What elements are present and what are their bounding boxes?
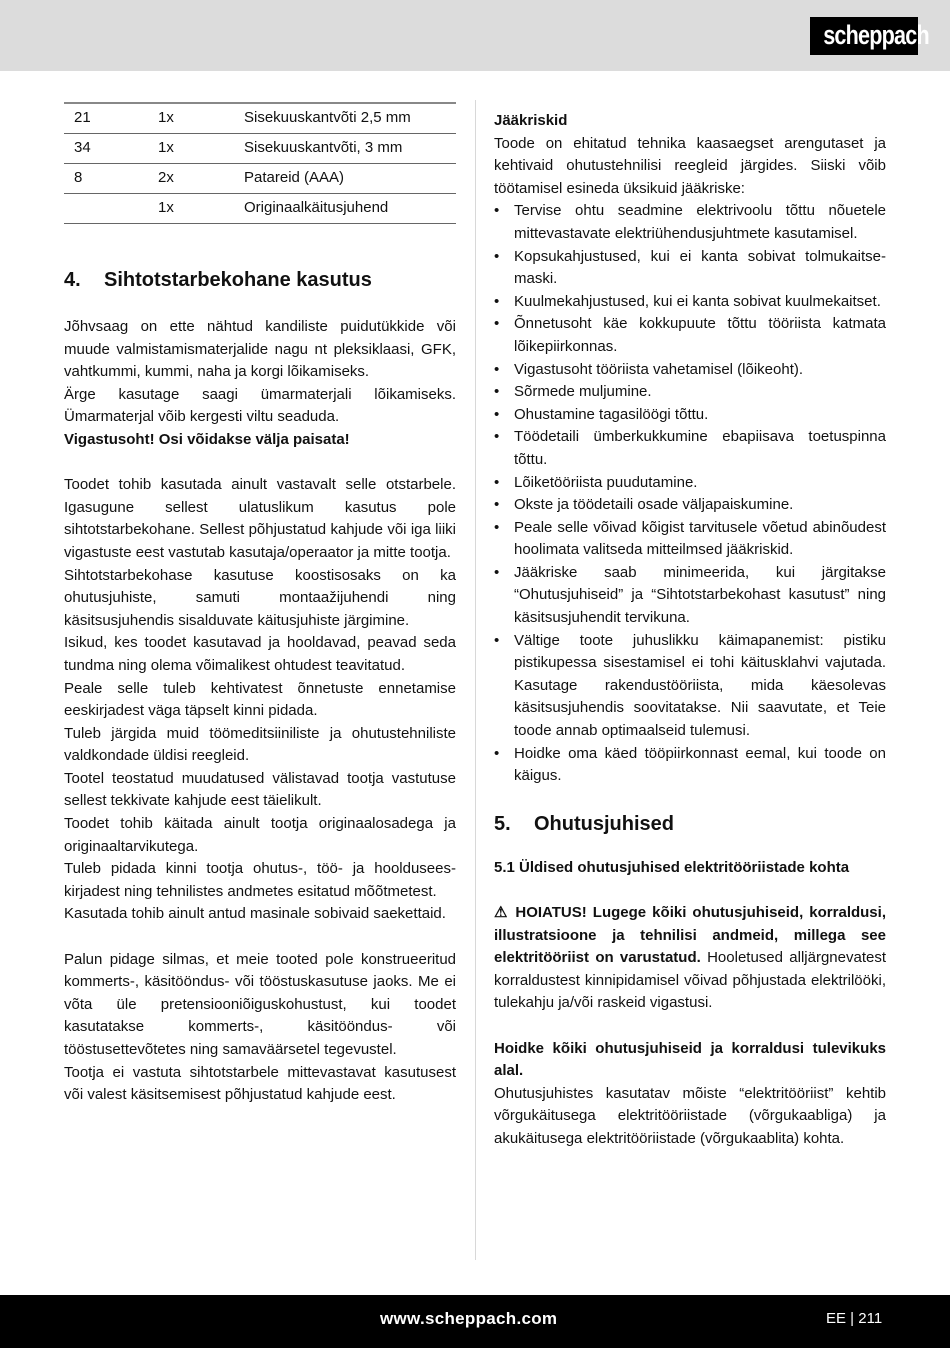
right-column <box>494 110 886 1151</box>
warning-paragraph: ⚠ HOIATUS! Lugege kõiki ohutusjuhiseid, korraldusi, illustratsioone ja tehnilisi andmeid, millega see elektritööriist on varustatud. Hooletused alljärgnevatest korraldustest kinnipidamisel võivad põhjustada elektrilööki, tulekahju ja/või raskeid vigastusi. <box>494 904 886 1012</box>
paragraph: Peale selle tuleb kehtivatest õnnetuste ennetamise eeskirjadest väga täpselt kinni pidada. <box>64 679 456 720</box>
table-cell-qty: 1x <box>148 103 234 134</box>
page-footer <box>0 1295 950 1348</box>
section-4-heading: 4. Sihtotstarbekohane kasutus <box>64 269 372 291</box>
paragraph: Tootel teostatud muudatused välistavad tootja vastutuse sellest tekkivate kahjude eest täielikult. <box>64 769 456 810</box>
table-cell-item: Originaalkäitusjuhend <box>234 194 456 224</box>
list-item: • Kopsukahjustused, kui ei kanta sobivat tolmukaitsemaski. <box>494 246 886 291</box>
paragraph: Sihtotstarbekohase kasutuse koostisosaks on ka ohutusjuhiste, samuti montaažijuhendi ning käsitsusjuhendis sisalduvate käitusjuhiste järgimine. <box>64 566 456 629</box>
table-cell-item: Sisekuuskantvõti 2,5 mm <box>234 103 456 134</box>
table-cell-item: Patareid (AAA) <box>234 164 456 194</box>
injury-warning: Vigastusoht! Osi võidakse välja paisata! <box>64 430 350 448</box>
paragraph: Palun pidage silmas, et meie tooted pole konstrueeritud kommerts-, käsitööndus- või tööstuskasutuse jaoks. Me ei võta üle pretensiooniõiguskohustust, kui toodet kasutatakse kommerts-, käsitööndus- või tööstusettevõtetes ning samaväärsetel tegevustel. <box>64 950 456 1058</box>
usage-paragraphs <box>64 474 456 926</box>
list-item: • Peale selle võivad kõigist tarvitusele võetud abinõudest hoolimata valitseda mitteilmsed jääkriskid. <box>494 517 886 562</box>
left-column <box>64 102 456 1107</box>
list-item: • Hoidke oma käed tööpiirkonnast eemal, kui toode on käigus. <box>494 743 886 788</box>
table-cell-qty: 1x <box>148 134 234 164</box>
paragraph: Isikud, kes toodet kasutavad ja hooldavad, peavad seda tundma ning olema võimalikest ohtudest teavitatud. <box>64 634 456 674</box>
table-cell-no: 8 <box>64 164 148 194</box>
list-item: • Ohustamine tagasilöögi tõttu. <box>494 404 886 427</box>
page-header <box>0 0 950 71</box>
website-link[interactable]: www.scheppach.com <box>380 1309 558 1328</box>
list-item: • Jääkriske saab minimeerida, kui järgitakse “Ohutusjuhiseid” ja “Sihtotstarbekohast kasutust” ning käsitsusjuhendit tervikuna. <box>494 562 886 630</box>
table-row <box>64 103 456 134</box>
paragraph: Tuleb järgida muid töömeditsiiniliste ja ohutustehniliste valdkondade üldisi reegleid. <box>64 724 456 765</box>
paragraph: Ärge kasutage saagi ümarmaterjali lõikamiseks. Ümarmaterjal võib kergesti viltu seaduda. <box>64 385 456 426</box>
paragraph: Ohutusjuhistes kasutatav mõiste “elektritööriist” kehtib võrgukäitusega elektritööriistade (võrgukaabliga) ja akukäitusega elektritööriistade (võrgukaablita) kohta. <box>494 1084 886 1147</box>
list-item: • Kuulmekahjustused, kui ei kanta sobivat kuulmekaitset. <box>494 291 886 314</box>
list-item: • Töödetaili ümberkukkumine ebapiisava toetuspinna tõttu. <box>494 426 886 471</box>
table-cell-no: 34 <box>64 134 148 164</box>
table-row <box>64 164 456 194</box>
page-number: EE | 211 <box>826 1310 883 1327</box>
subsection-heading: 5.1 Üldised ohutusjuhised elektritööriistade kohta <box>494 858 850 876</box>
paragraph: Tuleb pidada kinni tootja ohutus-, töö- ja hoolduseeskirjadest ning tehnilistes andmetes esitatud mõõtmetest. <box>64 860 456 900</box>
list-item: • Vältige toote juhuslikku käimapanemist: pistiku pistikupessa sisestamisel ei tohi käitusklahvi vajutada. Kasutage rakendustööriista, mida käesolevas käsitsusjuhendis soovitatakse. Nii saavutate, et Teie toode annab optimaalseid tulemusi. <box>494 630 886 743</box>
table-cell-qty: 2x <box>148 164 234 194</box>
paragraph: Jõhvsaag on ette nähtud kandiliste puidutükkide või muude valmistamismaterjalide nagu nt pleksiklaasi, GFK, vahtkummi, kummi, naha ja korgi lõikamiseks. <box>64 318 456 381</box>
paragraph: Toodet tohib käitada ainult tootja originaalosadega ja originaaltarvikutega. <box>64 815 456 855</box>
parts-table <box>64 102 456 224</box>
table-cell-item: Sisekuuskantvõti, 3 mm <box>234 134 456 164</box>
paragraph: Tootja ei vastuta sihtotstarbele mittevastavat kasutusest või valest käsitsemisest põhjustatud kahjude eest. <box>64 1063 456 1104</box>
paragraph: Toode on ehitatud tehnika kaasaegset arengutaset ja kehtivaid ohutustehnilisi reegleid järgides. Siiski võib töötamisel esineda üksikuid jääkriske: <box>494 134 886 197</box>
column-divider <box>475 100 476 1260</box>
paragraph: Toodet tohib kasutada ainult vastavalt selle otstarbele. Igasugune sellest ulatuslikum kasutus pole sihtotstarbekohane. Sellest põhjustatud kahjude või iga liiki vigastuste eest vastutab kasutaja/operaator ja mitte tootja. <box>64 476 456 561</box>
paragraph: Kasutada tohib ainult antud masinale sobivaid saekettaid. <box>64 905 446 923</box>
table-row <box>64 194 456 224</box>
list-item: • Vigastusoht tööriista vahetamisel (lõikeoht). <box>494 359 886 382</box>
table-cell-no: 21 <box>64 103 148 134</box>
section-5-heading: 5. Ohutusjuhised <box>494 812 674 835</box>
scheppach-logo: scheppach <box>810 17 918 55</box>
table-cell-no <box>64 194 148 224</box>
list-item: • Lõiketööriista puudutamine. <box>494 472 886 495</box>
list-item: • Õnnetusoht käe kokkupuute tõttu tööriista katmata lõikepiirkonnas. <box>494 313 886 358</box>
table-row <box>64 134 456 164</box>
residual-risks-title: Jääkriskid <box>494 112 568 129</box>
list-item: • Okste ja töödetaili osade väljapaiskumine. <box>494 494 886 517</box>
list-item: • Tervise ohtu seadmine elektrivoolu tõttu nõuetele mittevastavate elektriühendusjuhtmete kasutamisel. <box>494 200 886 245</box>
table-cell-qty: 1x <box>148 194 234 224</box>
keep-instructions: Hoidke kõiki ohutusjuhiseid ja korraldusi tulevikuks alal. <box>494 1039 886 1080</box>
residual-risk-list <box>494 200 886 787</box>
list-item: • Sõrmede muljumine. <box>494 381 886 404</box>
